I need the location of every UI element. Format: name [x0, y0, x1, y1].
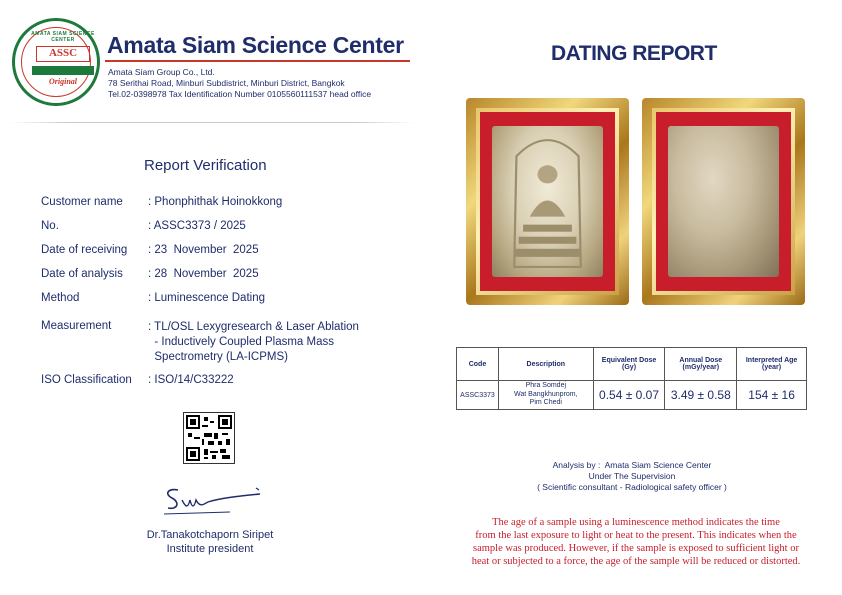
value-method: : Luminescence Dating [148, 292, 265, 304]
signer-name: Dr.Tanakotchaporn Siripet [146, 529, 274, 541]
cell-annual-dose: 3.49 ± 0.58 [665, 381, 737, 410]
signer-title: Institute president [166, 543, 254, 555]
analysis-line-1: Analysis by : Amata Siam Science Center [552, 460, 712, 470]
col-age-unit: (year) [762, 364, 782, 371]
label-iso: ISO Classification [41, 374, 132, 386]
value-iso: : ISO/14/C33222 [148, 374, 234, 386]
label-number: No. [41, 220, 59, 232]
col-age-label: Interpreted Age [745, 357, 798, 364]
verification-title: Report Verification [144, 157, 267, 174]
measurement-line-1: : TL/OSL Lexygresearch & Laser Ablation [148, 321, 359, 333]
analysis-block [440, 460, 824, 493]
signer-block [135, 528, 285, 556]
address-line-3: Tel.02-0398978 Tax Identification Number 0105560111537 head office [108, 89, 372, 99]
analysis-line-2: Under The Supervision [588, 471, 676, 481]
col-age [737, 348, 807, 381]
logo-ring [21, 27, 95, 97]
logo-tagline: Original [48, 77, 77, 86]
table-row [457, 381, 807, 410]
note-line-3: sample was produced. However, if the sample is exposed to sufficient light or [473, 543, 799, 554]
cell-description [498, 381, 593, 410]
address-line-2: 78 Serithai Road, Minburi Subdistrict, Minburi District, Bangkok [108, 78, 345, 88]
cell-age: 154 ± 16 [737, 381, 807, 410]
value-customer: : Phonphithak Hoinokkong [148, 196, 283, 208]
col-code: Code [457, 348, 499, 381]
note-line-2: from the last exposure to light or heat to the present. This indicates when the [475, 530, 797, 541]
col-equivalent-dose [593, 348, 665, 381]
qr-code[interactable] [183, 412, 235, 464]
value-number: : ASSC3373 / 2025 [148, 220, 246, 232]
cell-code: ASSC3373 [457, 381, 499, 410]
company-name: Amata Siam Science Center [107, 32, 404, 58]
address-line-1: Amata Siam Group Co., Ltd. [108, 67, 215, 77]
description-line-1: Phra Somdej [525, 382, 567, 390]
measurement-line-2: - Inductively Coupled Plasma Mass [148, 336, 334, 348]
col-annual-dose [665, 348, 737, 381]
buddha-relief [492, 126, 603, 277]
measurement-line-3: Spectrometry (LA-ICPMS) [148, 351, 288, 363]
amulet-photo-front [466, 98, 629, 305]
col-equivalent-dose-label: Equivalent Dose [601, 357, 657, 364]
cell-equivalent-dose: 0.54 ± 0.07 [593, 381, 665, 410]
logo-ring-text: AMATA SIAM SCIENCE CENTER [31, 31, 95, 43]
report-title: DATING REPORT [551, 42, 717, 65]
note-line-1: The age of a sample using a luminescence method indicates the time [492, 517, 780, 528]
table-header-row [457, 348, 807, 381]
amulet-photo-back [642, 98, 805, 305]
logo-band [32, 66, 94, 75]
label-measurement: Measurement [41, 320, 112, 332]
label-customer: Customer name [41, 196, 123, 208]
disclaimer-note [446, 516, 826, 568]
description-line-3: Pim Chedi [529, 399, 562, 407]
col-annual-dose-unit: (mGy/year) [682, 364, 720, 371]
value-measurement [148, 320, 359, 365]
value-date-receiving: : 23 November 2025 [148, 244, 259, 256]
label-method: Method [41, 292, 80, 304]
label-date-analysis: Date of analysis [41, 268, 123, 280]
logo-abbr: ASSC [36, 46, 90, 62]
col-annual-dose-label: Annual Dose [679, 357, 723, 364]
analysis-line-3: ( Scientific consultant - Radiological safety officer ) [537, 482, 727, 492]
section-divider [8, 122, 416, 123]
header-rule [105, 60, 410, 62]
results-table [456, 347, 807, 410]
description-line-2: Wat Bangkhunprom, [514, 390, 578, 398]
company-logo [12, 18, 100, 106]
value-date-analysis: : 28 November 2025 [148, 268, 259, 280]
col-description: Description [498, 348, 593, 381]
label-date-receiving: Date of receiving [41, 244, 128, 256]
note-line-4: heat or subjected to a force, the age of the sample will be reduced or distorted. [471, 556, 801, 567]
col-equivalent-dose-unit: (Gy) [622, 364, 637, 371]
signature [160, 482, 270, 524]
qr-pattern [184, 413, 234, 463]
